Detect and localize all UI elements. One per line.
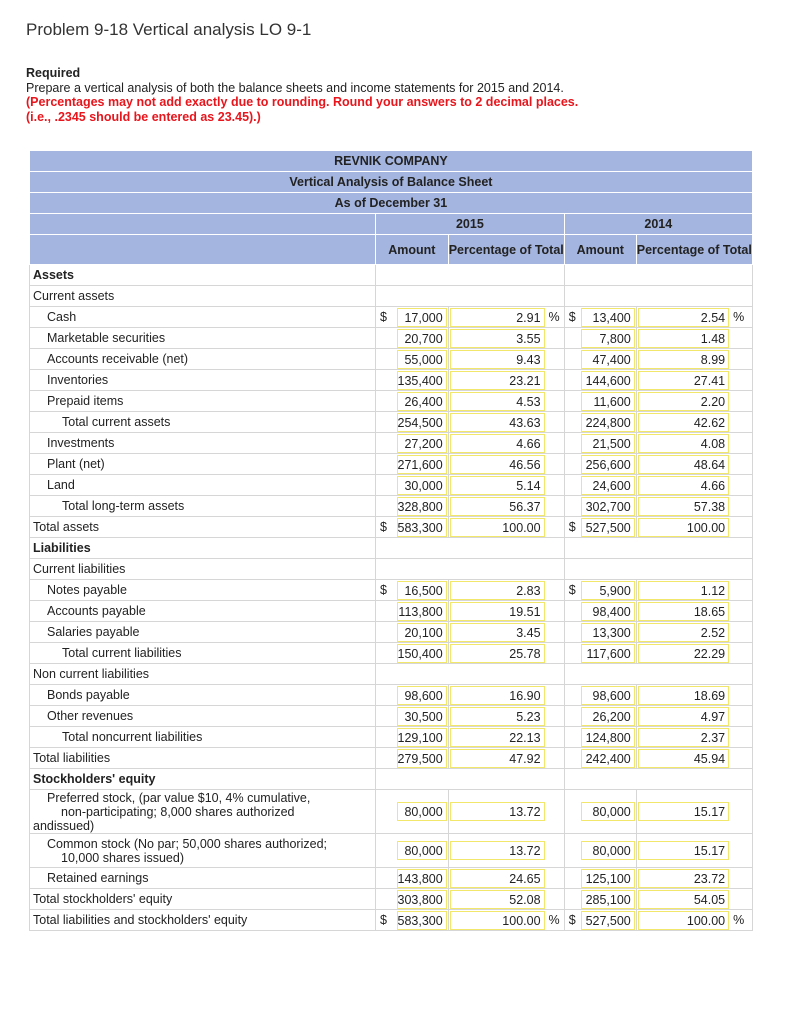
- amount-2015-field[interactable]: 27,200: [397, 434, 447, 453]
- row-land: [30, 475, 753, 496]
- row-inventories: [30, 370, 753, 391]
- percentage-2015-field[interactable]: 4.53: [450, 392, 545, 411]
- amount-2014-field[interactable]: 242,400: [581, 749, 635, 768]
- percentage-2014-field[interactable]: 54.05: [638, 890, 729, 909]
- row-label-cash: Cash: [30, 307, 376, 328]
- percentage-2015-field[interactable]: 13.72: [450, 841, 545, 860]
- amount-header-2014: Amount: [564, 235, 636, 265]
- percentage-header-2014: Percentage of Total: [636, 235, 752, 265]
- row-label-otherrev: Other revenues: [30, 706, 376, 727]
- amount-2015-field[interactable]: 113,800: [397, 602, 447, 621]
- row-salaries: [30, 622, 753, 643]
- row-plant: [30, 454, 753, 475]
- percentage-2015-field[interactable]: 43.63: [450, 413, 545, 432]
- percentage-2015-field[interactable]: 3.45: [450, 623, 545, 642]
- dollar-sign: $: [568, 913, 576, 927]
- percentage-2014-field[interactable]: 100.00: [638, 911, 729, 930]
- percentage-2015-field[interactable]: 13.72: [450, 802, 545, 821]
- amount-2014-field[interactable]: 125,100: [581, 869, 635, 888]
- row-ta: [30, 517, 753, 538]
- amount-2015-field[interactable]: 303,800: [397, 890, 447, 909]
- row-label-tlse: Total liabilities and stockholders' equity: [30, 910, 376, 931]
- percentage-2015-field[interactable]: 24.65: [450, 869, 545, 888]
- amount-2015-field[interactable]: 583,300: [397, 518, 447, 537]
- row-common: [30, 834, 753, 868]
- percentage-2014-field[interactable]: 2.20: [638, 392, 729, 411]
- amount-2014-field[interactable]: 80,000: [581, 802, 635, 821]
- percentage-2015-field[interactable]: 25.78: [450, 644, 545, 663]
- amount-2014-field[interactable]: 47,400: [581, 350, 635, 369]
- section-current-assets: Current assets: [30, 286, 376, 307]
- amount-2015-field[interactable]: 129,100: [397, 728, 447, 747]
- row-ar: [30, 349, 753, 370]
- amount-2015-field[interactable]: 328,800: [397, 497, 447, 516]
- percentage-2015-field[interactable]: 5.14: [450, 476, 545, 495]
- amount-2015-field[interactable]: 16,500: [397, 581, 447, 600]
- percentage-2015-field[interactable]: 47.92: [450, 749, 545, 768]
- percentage-2014-field[interactable]: 4.66: [638, 476, 729, 495]
- amount-2014-field[interactable]: 224,800: [581, 413, 635, 432]
- amount-2015-field[interactable]: 20,100: [397, 623, 447, 642]
- rounding-note-line2: (i.e., .2345 should be entered as 23.45).): [26, 109, 261, 124]
- percentage-2015-field[interactable]: 56.37: [450, 497, 545, 516]
- percentage-2015-field[interactable]: 100.00: [450, 911, 545, 930]
- amount-2014-field[interactable]: 21,500: [581, 434, 635, 453]
- amount-2015-field[interactable]: 143,800: [397, 869, 447, 888]
- percentage-2014-field[interactable]: 8.99: [638, 350, 729, 369]
- amount-2015-field[interactable]: 98,600: [397, 686, 447, 705]
- amount-2014-field[interactable]: 13,300: [581, 623, 635, 642]
- percentage-2015-field[interactable]: 2.91: [450, 308, 545, 327]
- percentage-2015-field[interactable]: 2.83: [450, 581, 545, 600]
- amount-2014-field[interactable]: 24,600: [581, 476, 635, 495]
- amount-2014-field[interactable]: 256,600: [581, 455, 635, 474]
- rounding-note-line1: (Percentages may not add exactly due to rounding. Round your answers to 2 decimal places.: [26, 95, 579, 109]
- percentage-2014-field[interactable]: 45.94: [638, 749, 729, 768]
- row-label-tlta: Total long-term assets: [30, 496, 376, 517]
- amount-2015-field[interactable]: 30,000: [397, 476, 447, 495]
- percentage-2014-field[interactable]: 1.48: [638, 329, 729, 348]
- company-name: REVNIK COMPANY: [30, 151, 753, 172]
- section-current-liabilities: Current liabilities: [30, 559, 376, 580]
- row-label-line: non-participating; 8,000 shares authorized: [61, 804, 295, 819]
- percentage-2014-field[interactable]: 4.97: [638, 707, 729, 726]
- percent-sign: %: [733, 310, 745, 324]
- amount-2014-field[interactable]: 80,000: [581, 841, 635, 860]
- percentage-2015-field[interactable]: 19.51: [450, 602, 545, 621]
- row-tl: [30, 748, 753, 769]
- amount-header-2015: Amount: [376, 235, 449, 265]
- row-tcl: [30, 643, 753, 664]
- row-label-ap: Accounts payable: [30, 601, 376, 622]
- percentage-2015-field[interactable]: 46.56: [450, 455, 545, 474]
- dollar-sign: $: [380, 913, 387, 927]
- dollar-sign: $: [380, 583, 387, 597]
- row-retained: [30, 868, 753, 889]
- amount-2014-field[interactable]: 527,500: [581, 518, 635, 537]
- amount-2014-field[interactable]: 285,100: [581, 890, 635, 909]
- row-label-marketable: Marketable securities: [30, 328, 376, 349]
- percentage-header-2015: Percentage of Total: [448, 235, 564, 265]
- amount-2014-field[interactable]: 7,800: [581, 329, 635, 348]
- row-label-tcl: Total current liabilities: [30, 643, 376, 664]
- row-label-tse: Total stockholders' equity: [30, 889, 376, 910]
- percentage-2014-field[interactable]: 2.52: [638, 623, 729, 642]
- year-2015: 2015: [376, 214, 565, 235]
- statement-date: As of December 31: [30, 193, 753, 214]
- row-ap: [30, 601, 753, 622]
- amount-2014-field[interactable]: 11,600: [581, 392, 635, 411]
- section-stockholders-equity: Stockholders' equity: [30, 769, 376, 790]
- row-prepaid: [30, 391, 753, 412]
- dollar-sign: $: [568, 310, 576, 324]
- amount-2014-field[interactable]: 117,600: [581, 644, 635, 663]
- row-otherrev: [30, 706, 753, 727]
- row-label-line: Preferred stock, (par value $10, 4% cumulative,: [47, 790, 311, 805]
- dollar-sign: $: [568, 520, 576, 534]
- amount-2014-field[interactable]: 302,700: [581, 497, 635, 516]
- section-liabilities: Liabilities: [30, 538, 376, 559]
- row-label-notes: Notes payable: [30, 580, 376, 601]
- amount-2015-field[interactable]: 55,000: [397, 350, 447, 369]
- dollar-sign: $: [380, 520, 387, 534]
- amount-2015-field[interactable]: 17,000: [397, 308, 447, 327]
- statement-title: Vertical Analysis of Balance Sheet: [30, 172, 753, 193]
- percentage-2014-field[interactable]: 57.38: [638, 497, 729, 516]
- percentage-2015-field[interactable]: 23.21: [450, 371, 545, 390]
- amount-2015-field[interactable]: 583,300: [397, 911, 447, 930]
- percentage-2015-field[interactable]: 100.00: [450, 518, 545, 537]
- section-assets: Assets: [30, 265, 376, 286]
- row-label-investments: Investments: [30, 433, 376, 454]
- amount-2014-field[interactable]: 13,400: [581, 308, 635, 327]
- row-label-land: Land: [30, 475, 376, 496]
- percentage-2014-field[interactable]: 4.08: [638, 434, 729, 453]
- row-tlta: [30, 496, 753, 517]
- percentage-2014-field[interactable]: 1.12: [638, 581, 729, 600]
- row-investments: [30, 433, 753, 454]
- amount-2015-field[interactable]: 20,700: [397, 329, 447, 348]
- row-label-preferred: [30, 790, 376, 834]
- amount-2015-field[interactable]: 254,500: [397, 413, 447, 432]
- row-tlse: [30, 910, 753, 931]
- year-2014: 2014: [564, 214, 752, 235]
- amount-2015-field[interactable]: 80,000: [397, 841, 447, 860]
- amount-2014-field[interactable]: 527,500: [581, 911, 635, 930]
- amount-2014-field[interactable]: 5,900: [581, 581, 635, 600]
- row-label-line: andissued): [33, 818, 95, 833]
- row-label-ta: Total assets: [30, 517, 376, 538]
- percent-sign: %: [733, 913, 745, 927]
- percentage-2015-field[interactable]: 5.23: [450, 707, 545, 726]
- percentage-2014-field[interactable]: 18.69: [638, 686, 729, 705]
- row-label-inventories: Inventories: [30, 370, 376, 391]
- percentage-2014-field[interactable]: 22.29: [638, 644, 729, 663]
- amount-2015-field[interactable]: 271,600: [397, 455, 447, 474]
- row-tse: [30, 889, 753, 910]
- row-marketable: [30, 328, 753, 349]
- row-label-plant: Plant (net): [30, 454, 376, 475]
- row-tncl: [30, 727, 753, 748]
- vertical-analysis-table: [29, 150, 753, 931]
- amount-2015-field[interactable]: 26,400: [397, 392, 447, 411]
- row-label-ar: Accounts receivable (net): [30, 349, 376, 370]
- row-tca: [30, 412, 753, 433]
- row-label-bonds: Bonds payable: [30, 685, 376, 706]
- dollar-sign: $: [380, 310, 387, 324]
- percentage-2014-field[interactable]: 23.72: [638, 869, 729, 888]
- percentage-2014-field[interactable]: 15.17: [638, 841, 729, 860]
- percentage-2014-field[interactable]: 27.41: [638, 371, 729, 390]
- amount-2014-field[interactable]: 144,600: [581, 371, 635, 390]
- percentage-2014-field[interactable]: 2.54: [638, 308, 729, 327]
- percentage-2014-field[interactable]: 15.17: [638, 802, 729, 821]
- percentage-2015-field[interactable]: 4.66: [450, 434, 545, 453]
- amount-2015-field[interactable]: 30,500: [397, 707, 447, 726]
- percentage-2015-field[interactable]: 52.08: [450, 890, 545, 909]
- row-label-tncl: Total noncurrent liabilities: [30, 727, 376, 748]
- amount-2014-field[interactable]: 98,400: [581, 602, 635, 621]
- row-label-line: Common stock (No par; 50,000 shares authorized;: [47, 836, 327, 851]
- percentage-2014-field[interactable]: 18.65: [638, 602, 729, 621]
- percentage-2014-field[interactable]: 48.64: [638, 455, 729, 474]
- dollar-sign: $: [568, 583, 576, 597]
- row-label-prepaid: Prepaid items: [30, 391, 376, 412]
- percentage-2015-field[interactable]: 3.55: [450, 329, 545, 348]
- amount-2015-field[interactable]: 150,400: [397, 644, 447, 663]
- amount-2014-field[interactable]: 98,600: [581, 686, 635, 705]
- percent-sign: %: [548, 913, 560, 927]
- percent-sign: %: [548, 310, 560, 324]
- amount-2015-field[interactable]: 279,500: [397, 749, 447, 768]
- row-label-salaries: Salaries payable: [30, 622, 376, 643]
- amount-2015-field[interactable]: 135,400: [397, 371, 447, 390]
- row-label-retained: Retained earnings: [30, 868, 376, 889]
- problem-title: Problem 9-18 Vertical analysis LO 9-1: [26, 20, 312, 39]
- row-label-tca: Total current assets: [30, 412, 376, 433]
- row-label-tl: Total liabilities: [30, 748, 376, 769]
- percentage-2015-field[interactable]: 16.90: [450, 686, 545, 705]
- row-label-line: 10,000 shares issued): [61, 850, 184, 865]
- percentage-2014-field[interactable]: 2.37: [638, 728, 729, 747]
- percentage-2015-field[interactable]: 9.43: [450, 350, 545, 369]
- amount-2014-field[interactable]: 124,800: [581, 728, 635, 747]
- required-heading: Required: [26, 66, 81, 80]
- section-noncurrent-liabilities: Non current liabilities: [30, 664, 376, 685]
- percentage-2015-field[interactable]: 22.13: [450, 728, 545, 747]
- row-cash: [30, 307, 753, 328]
- row-preferred: [30, 790, 753, 834]
- percentage-2014-field[interactable]: 42.62: [638, 413, 729, 432]
- amount-2015-field[interactable]: 80,000: [397, 802, 447, 821]
- instructions: [26, 66, 766, 124]
- instruction-text: Prepare a vertical analysis of both the balance sheets and income statements for 2015 and 2014.: [26, 80, 564, 95]
- row-notes: [30, 580, 753, 601]
- row-label-common: [30, 834, 376, 868]
- row-bonds: [30, 685, 753, 706]
- percentage-2014-field[interactable]: 100.00: [638, 518, 729, 537]
- amount-2014-field[interactable]: 26,200: [581, 707, 635, 726]
